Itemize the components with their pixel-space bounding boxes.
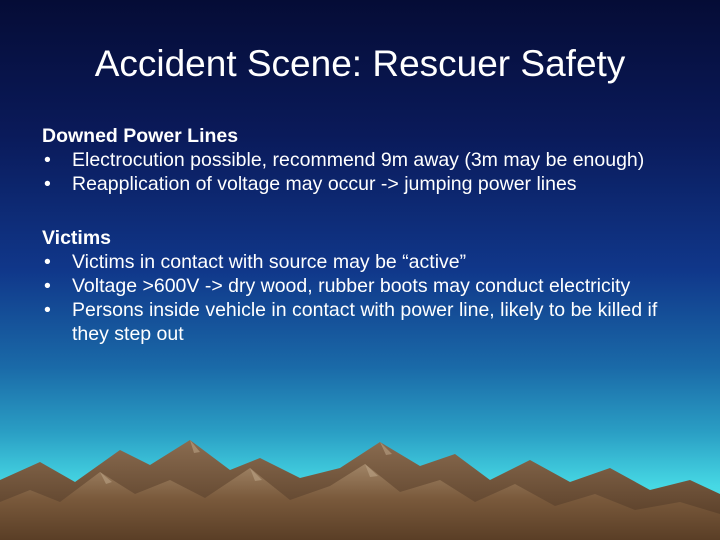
bullet-list	[42, 250, 692, 346]
bullet-text: Persons inside vehicle in contact with power line, likely to be killed if they step out	[72, 299, 658, 345]
bullet-item	[42, 274, 692, 298]
section-downed-power-lines	[42, 124, 692, 196]
bullet-text: Voltage >600V -> dry wood, rubber boots may conduct electricity	[72, 275, 631, 297]
section-victims	[42, 226, 692, 346]
bullet-marker: •	[44, 299, 51, 321]
slide-body	[42, 124, 692, 346]
bullet-item	[42, 250, 692, 274]
mountain-range-image	[0, 410, 720, 540]
bullet-marker: •	[44, 173, 51, 195]
bullet-marker: •	[44, 275, 51, 297]
bullet-marker: •	[44, 149, 51, 171]
section-spacer	[42, 196, 692, 226]
bullet-text: Electrocution possible, recommend 9m away (3m may be enough)	[72, 149, 645, 171]
section-heading: Victims	[42, 227, 112, 249]
bullet-text: Reapplication of voltage may occur -> jumping power lines	[72, 173, 577, 195]
bullet-marker: •	[44, 251, 51, 273]
bullet-text: Victims in contact with source may be “active”	[72, 251, 467, 273]
section-heading: Downed Power Lines	[42, 125, 239, 147]
bullet-list	[42, 148, 692, 196]
slide-title: Accident Scene: Rescuer Safety	[94, 43, 626, 84]
bullet-item	[42, 148, 692, 172]
bullet-item	[42, 172, 692, 196]
bullet-item	[42, 298, 692, 346]
